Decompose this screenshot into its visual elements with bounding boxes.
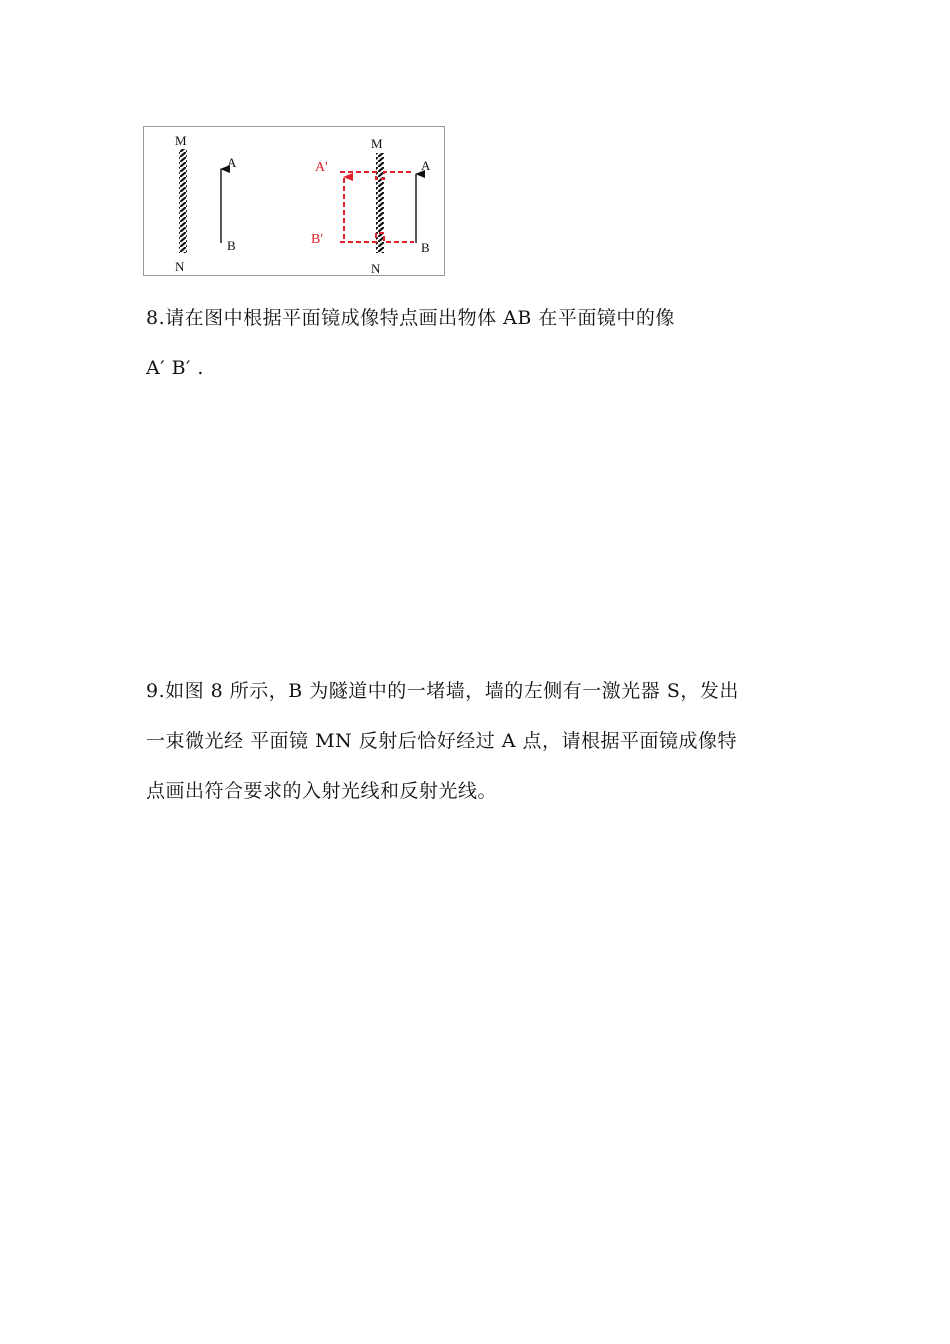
mirror-figure: [143, 126, 445, 276]
right-mirror-label-n: N: [371, 261, 381, 276]
left-mirror-label-m: M: [175, 133, 187, 148]
right-object-label-b: B: [421, 240, 430, 255]
question-9-text-line-2: 一束微光经 平面镜 MN 反射后恰好经过 A 点，请根据平面镜成像特: [146, 730, 738, 752]
left-mirror-label-n: N: [175, 259, 185, 274]
question-9-text-line-3: 点画出符合要求的入射光线和反射光线。: [146, 780, 498, 802]
right-mirror-label-m: M: [371, 136, 383, 151]
left-object-label-a: A: [227, 155, 237, 170]
question-8-text-line-1: 8.请在图中根据平面镜成像特点画出物体 AB 在平面镜中的像: [146, 307, 675, 329]
right-plane-mirror: [376, 153, 384, 253]
image-label-b-prime: B': [311, 232, 323, 247]
left-panel: [175, 133, 237, 274]
right-panel: [311, 136, 431, 276]
left-plane-mirror: [179, 149, 187, 253]
question-8-text-line-2: A′ B′ .: [146, 357, 204, 379]
mirror-diagram: [144, 127, 446, 277]
right-object-label-a: A: [421, 158, 431, 173]
image-label-a-prime: A': [315, 160, 328, 175]
left-object-label-b: B: [227, 238, 236, 253]
question-9-text-line-1: 9.如图 8 所示，B 为隧道中的一堵墙，墙的左侧有一激光器 S，发出: [146, 680, 739, 702]
